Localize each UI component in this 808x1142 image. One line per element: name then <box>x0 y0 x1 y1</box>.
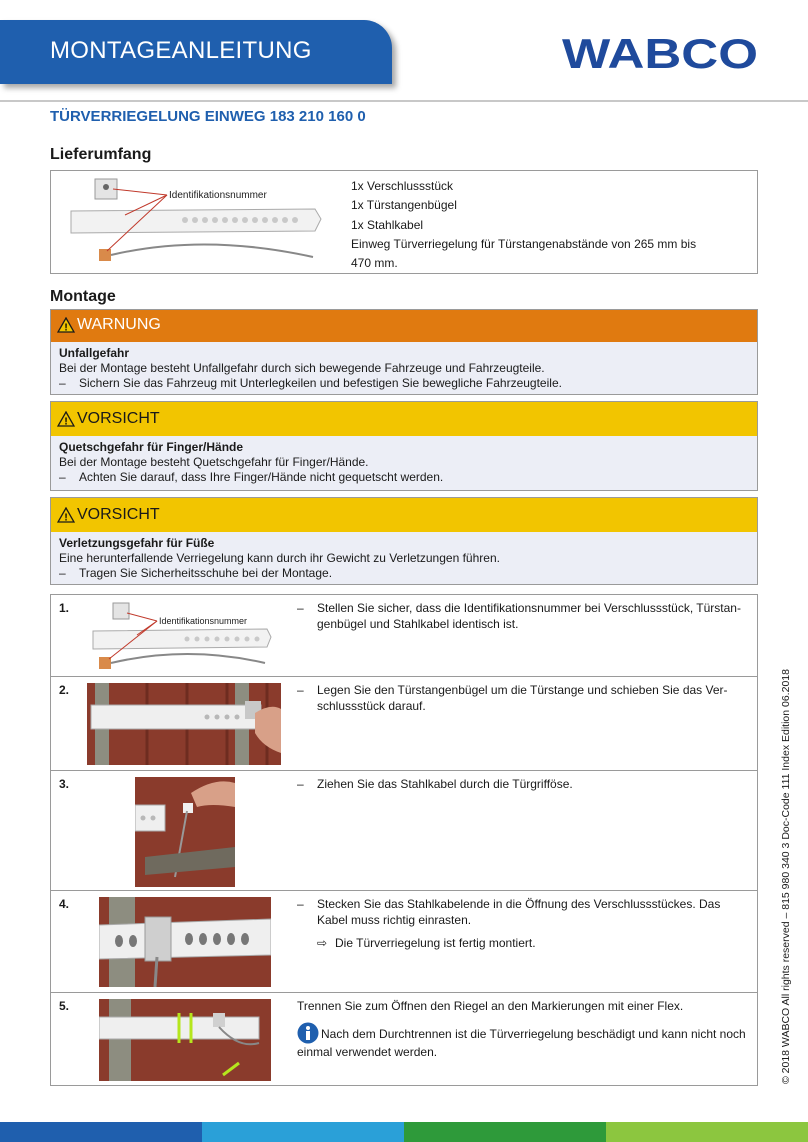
step-row: 4. – Stecken Sie das Stahlkabelende in die Öffnung des Verschlussstückes. Das Kabel muss richtig einrasten. ⇨ Die Türverriegelung ist fertig montiert. <box>51 891 757 993</box>
steps-table <box>50 594 758 1086</box>
step-result: Die Türverriegelung ist fertig montiert. <box>335 936 536 950</box>
footer-segment <box>202 1122 404 1142</box>
step-row: 2. – Legen Sie den Türstangenbügel um die Türstange und schieben Sie das Ver- schlussstück darauf. <box>51 677 757 771</box>
warning-text: Bei der Montage besteht Unfallgefahr durch sich bewegende Fahrzeuge und Fahrzeugteile. <box>59 361 545 375</box>
scope-parts-image <box>55 173 341 271</box>
document-title: TÜRVERRIEGELUNG EINWEG 183 210 160 0 <box>50 108 366 125</box>
step-4-photo <box>99 897 271 987</box>
step-text: Legen Sie den Türstangenbügel um die Türstange und schieben Sie das Ver- <box>317 683 728 697</box>
step-number: 5. <box>59 999 70 1013</box>
step-number: 4. <box>59 897 70 911</box>
scope-item: 470 mm. <box>351 256 398 271</box>
step-2-photo <box>87 683 281 765</box>
wabco-logo <box>562 34 758 72</box>
warning-title: Unfallgefahr <box>59 346 130 360</box>
caution-title: Quetschgefahr für Finger/Hände <box>59 440 244 454</box>
scope-item: 1x Verschlussstück <box>351 179 454 193</box>
step-1-image <box>87 601 275 673</box>
scope-box <box>50 170 758 274</box>
caution-level: VORSICHT <box>77 410 160 427</box>
caution-header <box>51 402 757 436</box>
footer-segment <box>606 1122 808 1142</box>
caution-triangle-icon <box>57 507 75 523</box>
page-title: MONTAGEANLEITUNG <box>50 37 312 64</box>
footer-segment <box>404 1122 606 1142</box>
copyright-side-text: © 2018 WABCO All rights reserved – 815 980 340 3 Doc-Code 111 Index Edition 06.2018 <box>780 669 792 1084</box>
footer-color-bar <box>0 1122 808 1142</box>
svg-text:!: ! <box>64 416 68 427</box>
warning-level: WARNUNG <box>77 316 161 333</box>
step-text: genbügel und Stahlkabel identisch ist. <box>317 617 519 631</box>
info-icon <box>297 1022 319 1044</box>
warning-triangle-icon <box>57 317 75 333</box>
svg-text:!: ! <box>64 512 68 523</box>
footer-segment <box>0 1122 202 1142</box>
step-text: schlussstück darauf. <box>317 699 426 713</box>
info-text: Nach dem Durchtrennen ist die Türverriegelung beschädigt und kann nicht noch einmal verwendet werden. <box>297 1027 746 1059</box>
caution-bullet: Tragen Sie Sicherheitsschuhe bei der Montage. <box>79 566 333 580</box>
caution-header <box>51 498 757 532</box>
step-5-photo <box>99 999 271 1081</box>
step-text: Kabel muss richtig einrasten. <box>317 913 472 927</box>
step-1-image-label: Identifikationsnummer <box>159 616 248 626</box>
header-divider <box>0 100 808 102</box>
scope-item: 1x Stahlkabel <box>351 217 424 232</box>
step-text: Stecken Sie das Stahlkabelende in die Öffnung des Verschlussstückes. Das <box>317 897 721 911</box>
caution-triangle-icon <box>57 411 75 427</box>
scope-item: Einweg Türverriegelung für Türstangenabstände von 265 mm bis <box>351 236 697 251</box>
step-text: Stellen Sie sicher, dass die Identifikationsnummer bei Verschlussstück, Türstan- <box>317 601 741 615</box>
logo-text: WABCO <box>562 34 758 72</box>
caution-notice-hands: ! VORSICHT Quetschgefahr für Finger/Hände Bei der Montage besteht Quetschgefahr für Finger/Hände. – Achten Sie darauf, dass Ihre Finger/Hände nicht gequetscht werden. <box>50 401 758 491</box>
scope-item: 1x Türstangenbügel <box>351 198 457 213</box>
step-row: 3. – Ziehen Sie das Stahlkabel durch die Türgrifföse. <box>51 771 757 891</box>
step-text: Trennen Sie zum Öffnen den Riegel an den Markierungen mit einer Flex. <box>297 999 684 1013</box>
warning-header <box>51 310 757 342</box>
warning-bullet: Sichern Sie das Fahrzeug mit Unterlegkeilen und befestigen Sie bewegliche Fahrzeugteile. <box>79 376 562 390</box>
caution-title: Verletzungsgefahr für Füße <box>59 536 215 550</box>
step-number: 1. <box>59 601 70 615</box>
montage-heading: Montage <box>50 288 116 305</box>
step-number: 3. <box>59 777 70 791</box>
caution-level: VORSICHT <box>77 506 160 523</box>
scope-list <box>351 177 751 273</box>
caution-notice-feet: ! VORSICHT Verletzungsgefahr für Füße Eine herunterfallende Verriegelung kann durch ihr Gewicht zu Verletzungen führen. – Tragen Sie Sicherheitsschuhe bei der Montage. <box>50 497 758 585</box>
step-text: Ziehen Sie das Stahlkabel durch die Türgrifföse. <box>317 777 573 791</box>
scope-heading: Lieferumfang <box>50 146 152 163</box>
caution-bullet: Achten Sie darauf, dass Ihre Finger/Hände nicht gequetscht werden. <box>79 470 444 484</box>
result-arrow-icon: ⇨ <box>317 936 328 950</box>
step-number: 2. <box>59 683 70 697</box>
step-3-photo <box>135 777 235 887</box>
svg-text:!: ! <box>64 322 68 333</box>
warning-notice: ! WARNUNG Unfallgefahr Bei der Montage besteht Unfallgefahr durch sich bewegende Fahrzeuge und Fahrzeugteile. – Sichern Sie das Fahrzeug mit Unterlegkeilen und befestigen Sie bewegliche Fahrzeugteile. <box>50 309 758 395</box>
caution-text: Bei der Montage besteht Quetschgefahr für Finger/Hände. <box>59 455 369 469</box>
step-row: 1. Identifikationsnummer – Stellen Sie sicher, dass die Identifikationsnummer bei Verschlussstück, Türstan- genbügel und Stahlkabel identisch ist. <box>51 595 757 677</box>
scope-image-label: Identifikationsnummer <box>169 190 267 201</box>
caution-text: Eine herunterfallende Verriegelung kann durch ihr Gewicht zu Verletzungen führen. <box>59 551 500 565</box>
step-row <box>51 993 757 1085</box>
